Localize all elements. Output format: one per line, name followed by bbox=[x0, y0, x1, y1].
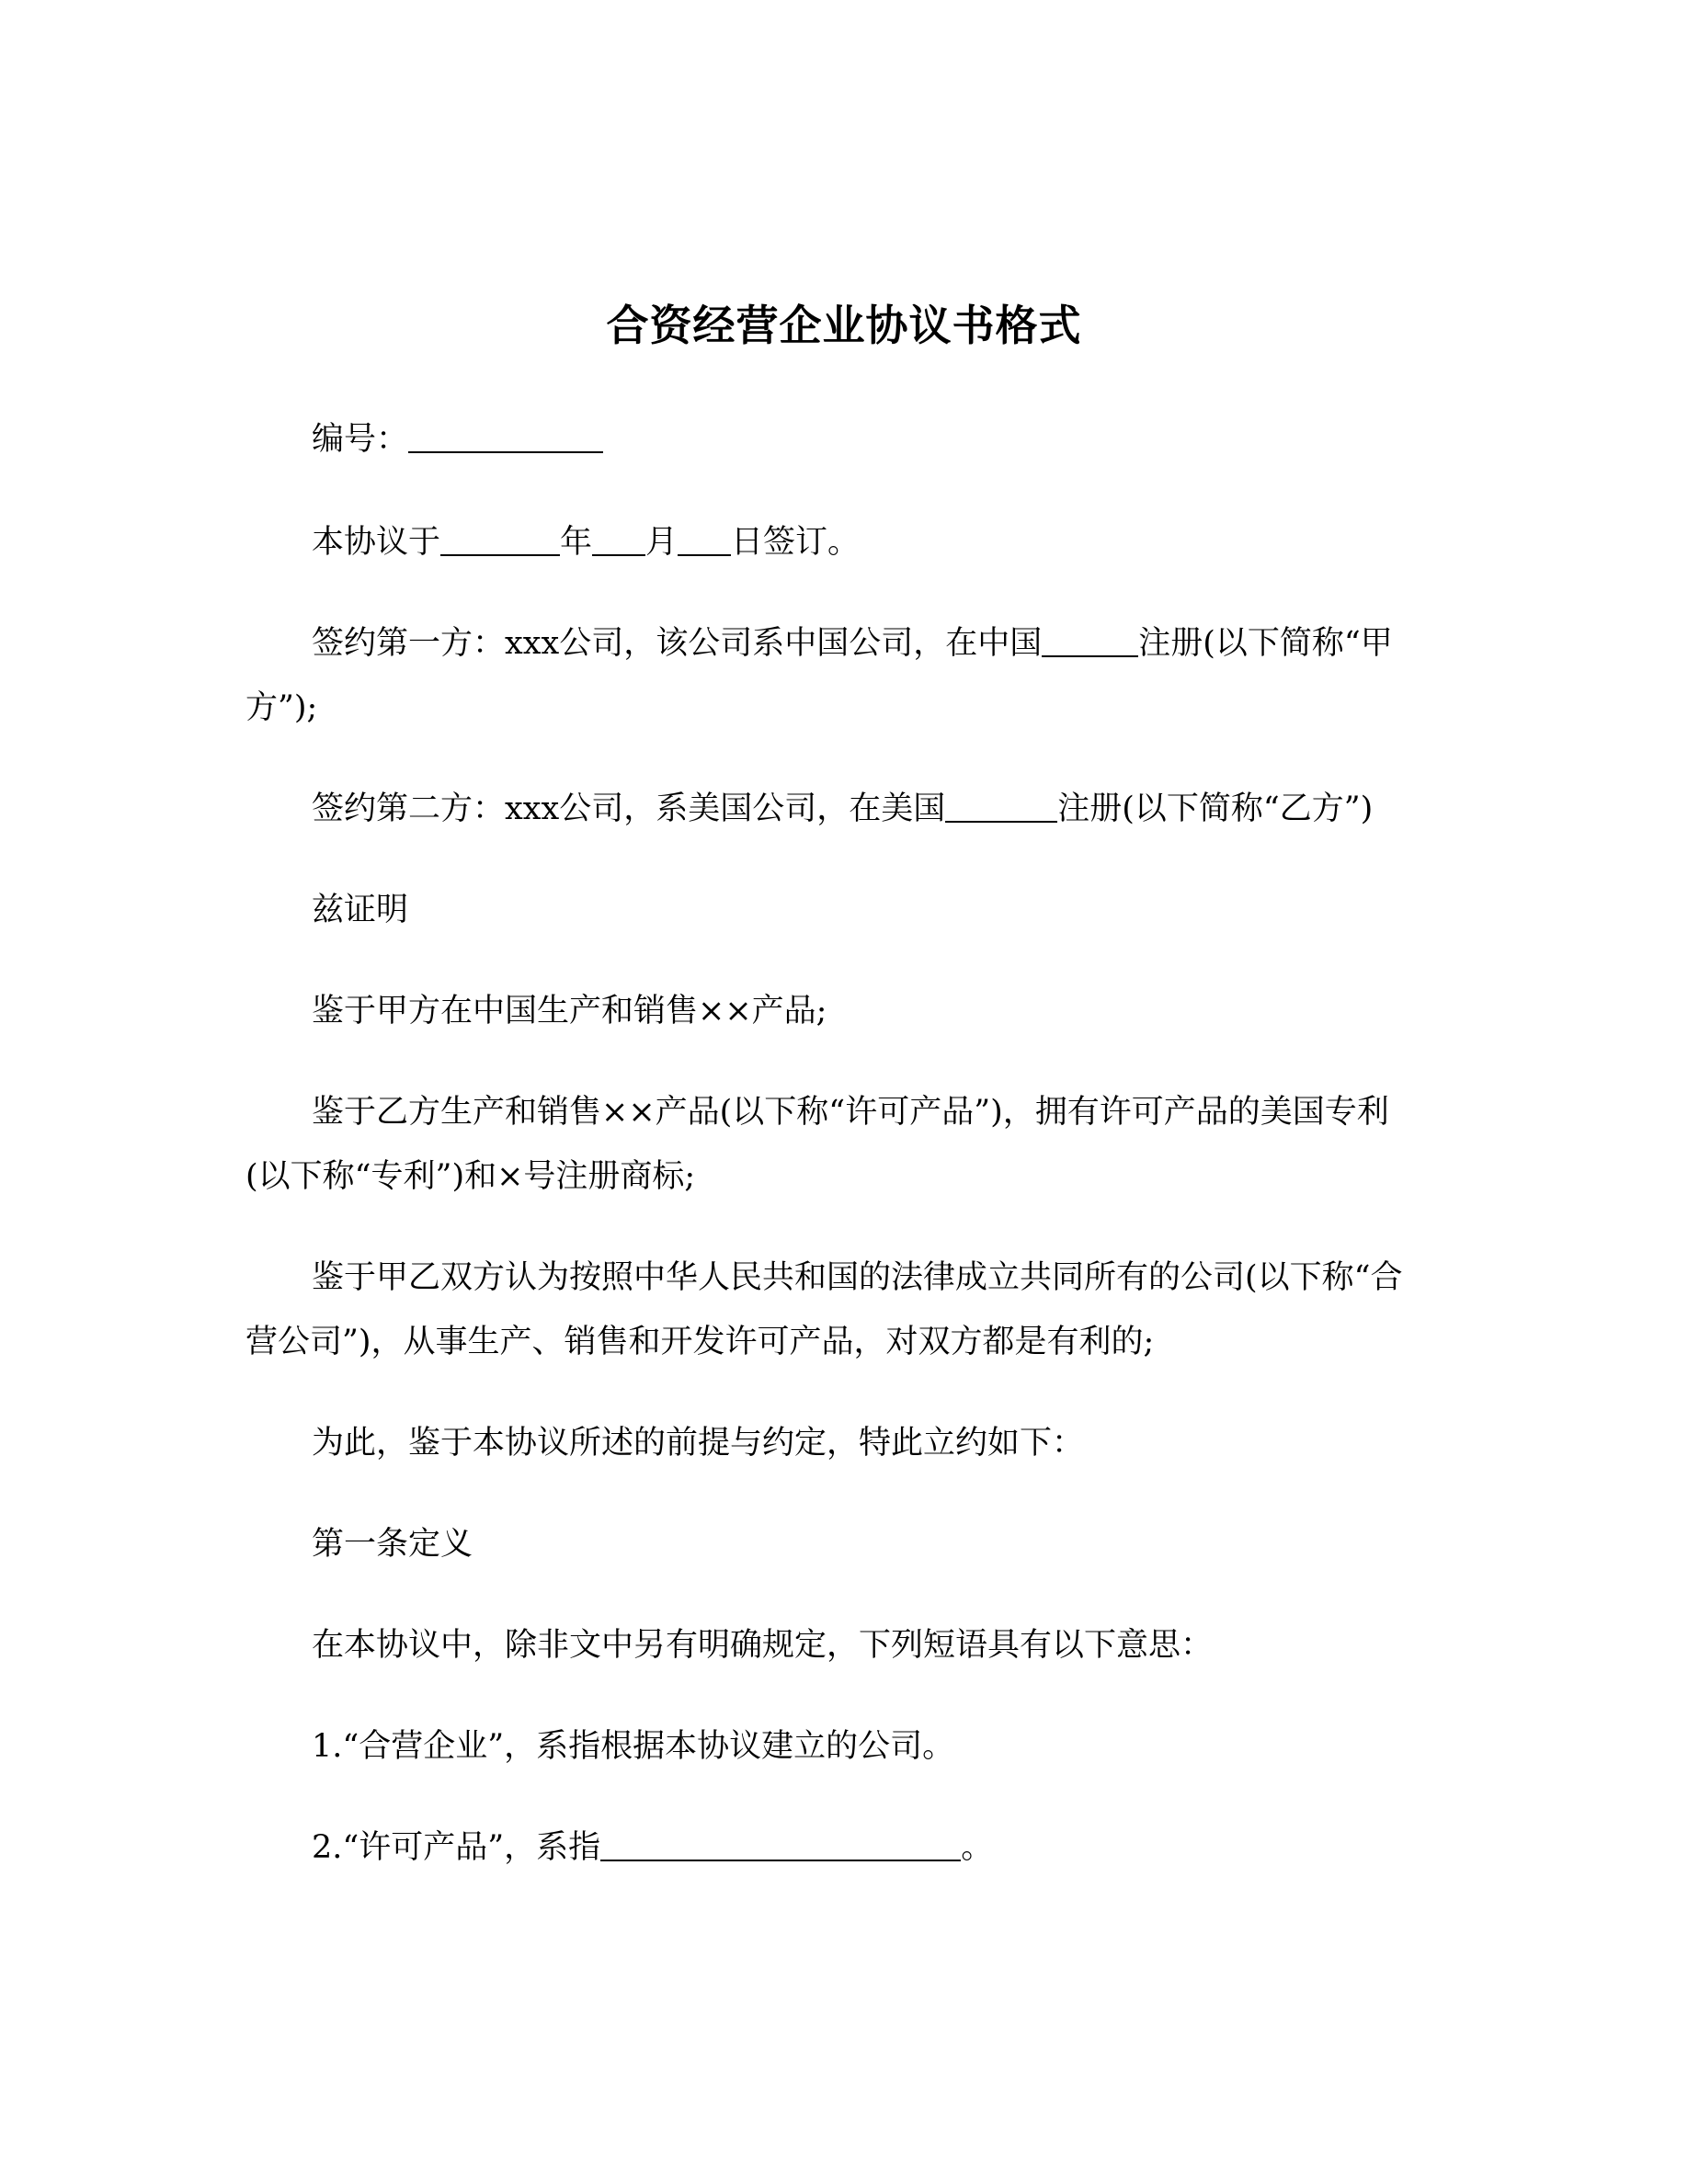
contract-number-line bbox=[312, 407, 1507, 472]
date-suffix: 日签订。 bbox=[731, 524, 861, 561]
party-b-prefix: 签约第二方：xxx公司，系美国公司，在美国 bbox=[312, 791, 946, 827]
party-a-line-2 bbox=[245, 676, 1441, 740]
year-label: 年 bbox=[560, 524, 593, 561]
month-label: 月 bbox=[645, 524, 679, 561]
definition-1: 1.“合营企业”，系指根据本协议建立的公司。 bbox=[312, 1728, 955, 1765]
agreement-intro: 为此，鉴于本协议所述的前提与约定，特此立约如下： bbox=[312, 1425, 1085, 1462]
recital-3-line-2: 营公司”)，从事生产、销售和开发许可产品，对双方都是有利的; bbox=[245, 1324, 1155, 1360]
date-prefix: 本协议于 bbox=[312, 524, 441, 561]
party-a-continuation: 方”); bbox=[245, 689, 318, 726]
document-title: 合资经营企业协议书格式 bbox=[606, 301, 1082, 350]
party-a-prefix: 签约第一方：xxx公司，该公司系中国公司，在中国 bbox=[312, 625, 1043, 662]
party-b-line bbox=[312, 777, 1507, 841]
contract-number-label: 编号： bbox=[312, 421, 409, 458]
signing-date-line bbox=[312, 510, 1507, 574]
witness-line: 兹证明 bbox=[312, 892, 409, 928]
year-blank bbox=[440, 522, 560, 556]
party-b-suffix: 注册(以下简称“乙方”) bbox=[1057, 791, 1374, 827]
party-a-line-1 bbox=[312, 611, 1507, 676]
party-a-suffix: 注册(以下简称“甲 bbox=[1138, 625, 1393, 662]
article-1-heading: 第一条定义 bbox=[312, 1526, 473, 1563]
party-a-registration-blank bbox=[1042, 623, 1138, 657]
party-b-registration-blank bbox=[945, 789, 1057, 823]
definition-2-suffix: 。 bbox=[961, 1829, 994, 1866]
definition-2-line bbox=[312, 1815, 1507, 1880]
contract-number-blank bbox=[408, 419, 603, 453]
day-blank bbox=[678, 522, 731, 556]
recital-1: 鉴于甲方在中国生产和销售××产品; bbox=[312, 993, 827, 1029]
definition-2-prefix: 2.“许可产品”，系指 bbox=[312, 1829, 601, 1866]
recital-2-line-1: 鉴于乙方生产和销售××产品(以下称“许可产品”)，拥有许可产品的美国专利 bbox=[312, 1094, 1389, 1131]
definition-2-blank bbox=[600, 1827, 961, 1861]
month-blank bbox=[592, 522, 645, 556]
recital-2-line-2: (以下称“专利”)和×号注册商标; bbox=[245, 1158, 696, 1195]
article-1-intro: 在本协议中，除非文中另有明确规定，下列短语具有以下意思： bbox=[312, 1627, 1214, 1664]
recital-3-line-1: 鉴于甲乙双方认为按照中华人民共和国的法律成立共同所有的公司(以下称“合 bbox=[312, 1259, 1403, 1296]
